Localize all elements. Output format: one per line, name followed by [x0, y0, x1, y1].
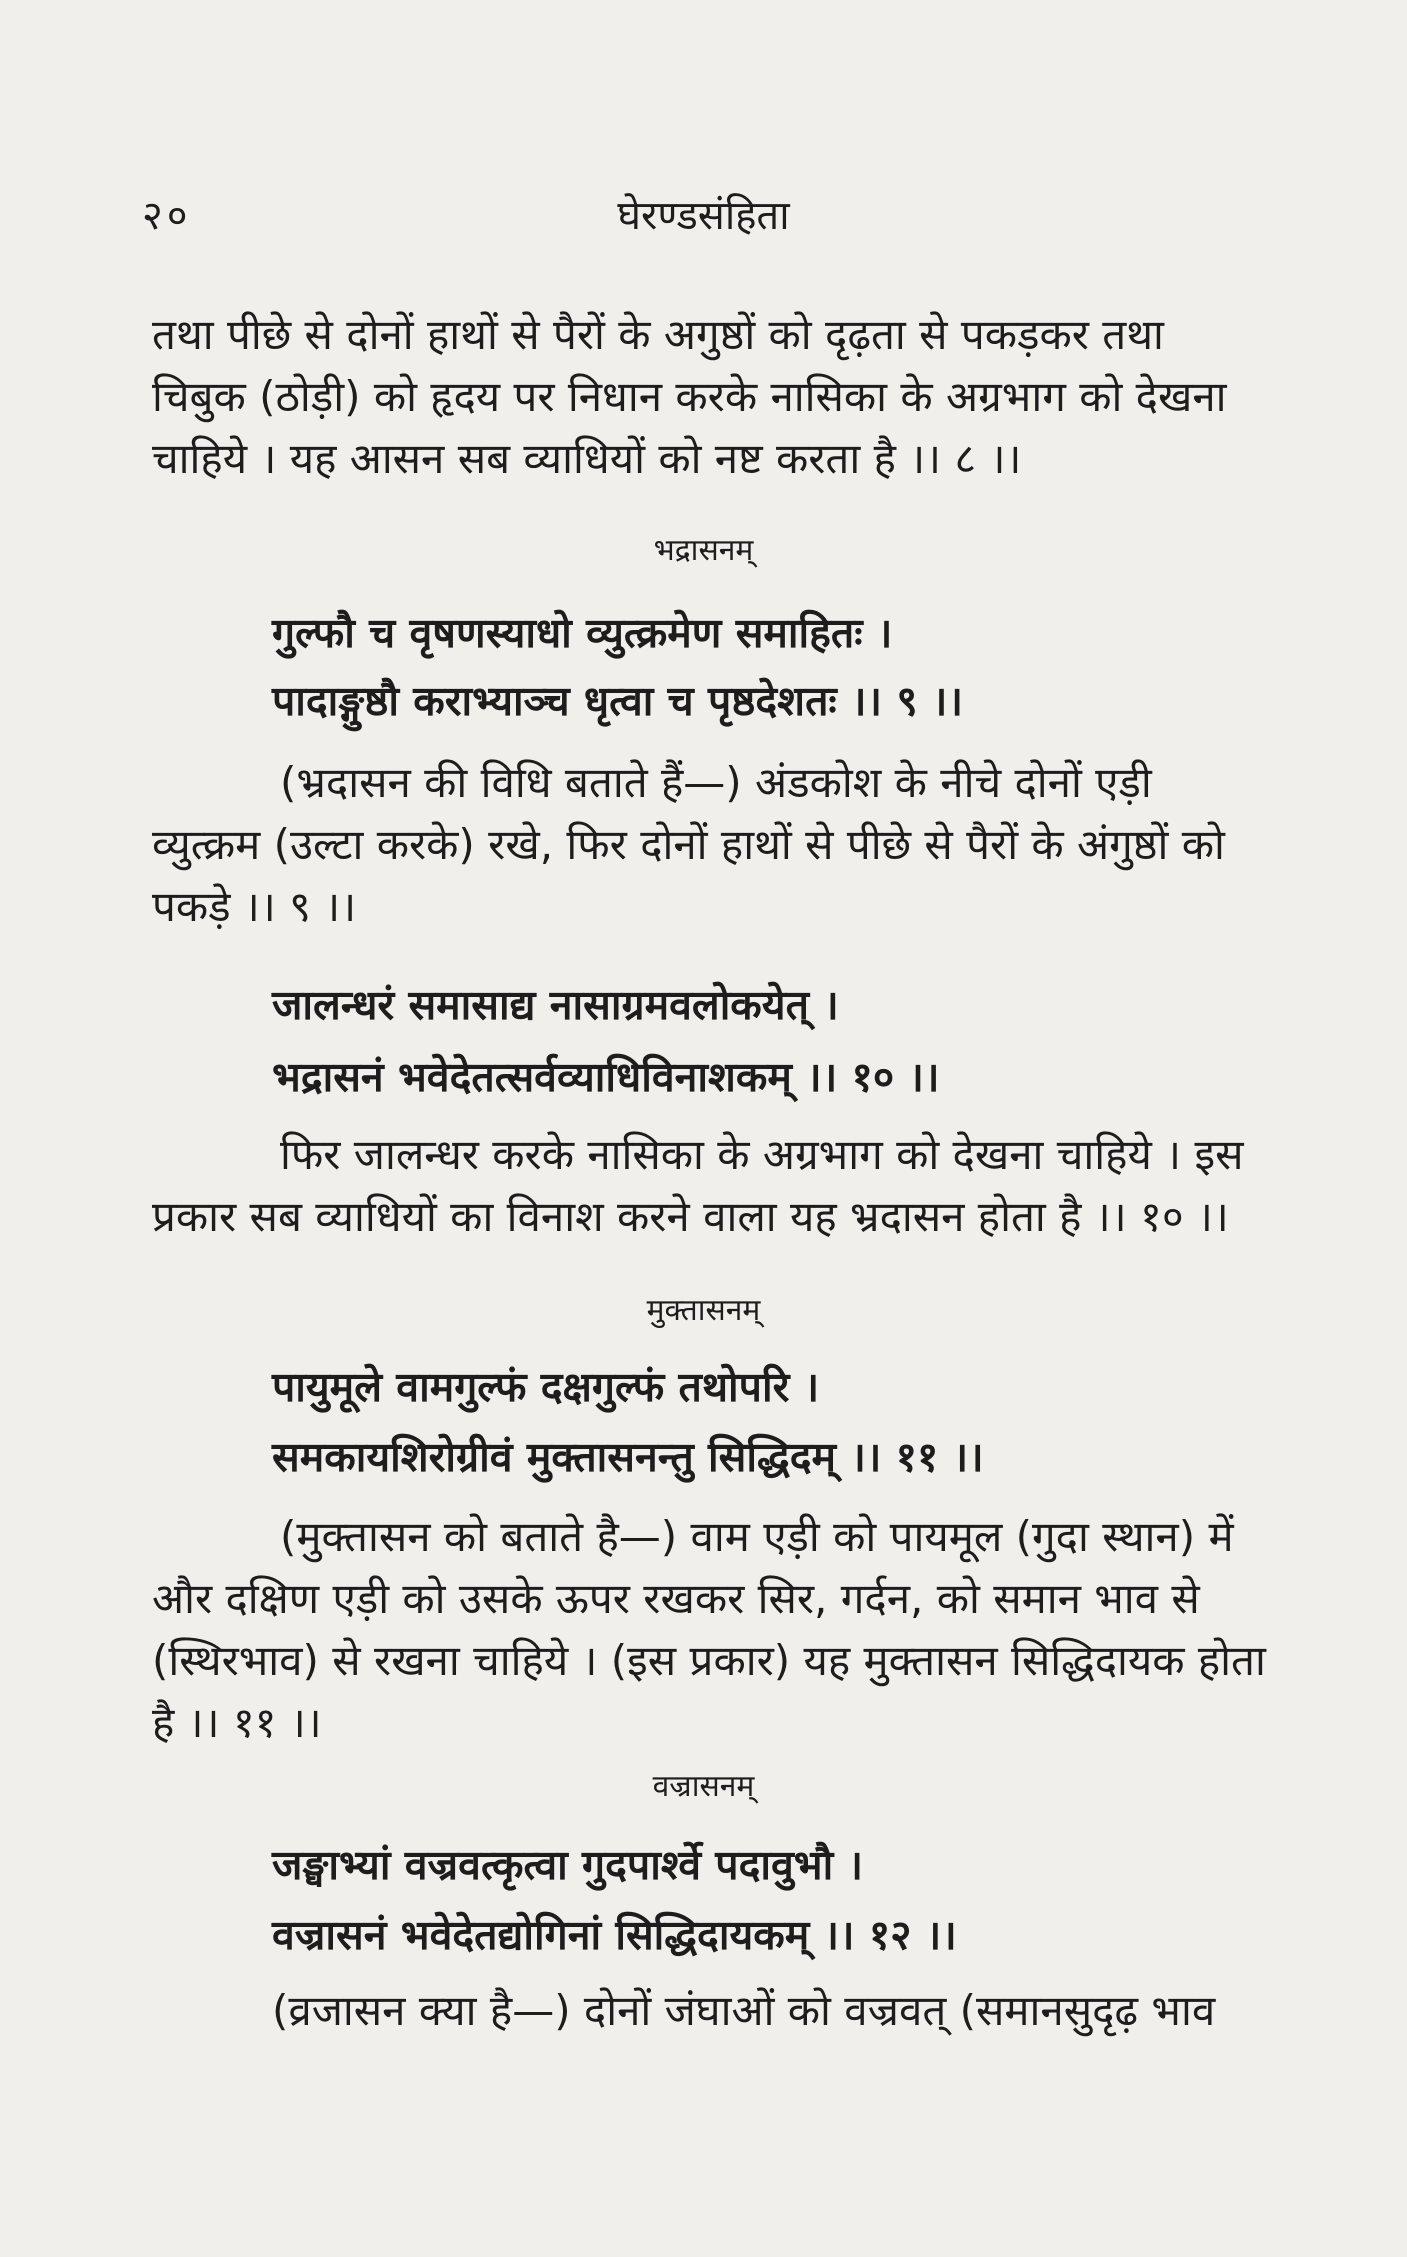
section-heading-muktasana: मुक्तासनम् [646, 1293, 761, 1328]
text-line: है ।। ११ ।। [152, 1698, 322, 1747]
text-line: व्युत्क्रम (उल्टा करके) रखे, फिर दोनों हाथों से पीछे से पैरों के अंगुष्ठों को [152, 820, 1225, 869]
text-line: पकड़े ।। ९ ।। [152, 882, 357, 931]
text-line: (मुक्तासन को बताते है—) वाम एड़ी को पायमूल (गुदा स्थान) में [280, 1512, 1234, 1561]
verse-9-line-1: गुल्फौ च वृषणस्याधो व्युत्क्रमेण समाहितः । [272, 609, 893, 657]
running-title: घेरण्डसंहिता [617, 193, 790, 239]
text-line: (व्रजासन क्या है—) दोनों जंघाओं को वज्रवत् (समानसुदृढ़ भाव [272, 1986, 1216, 2035]
verse-10-line-2: भद्रासनं भवेदेतत्सर्वव्याधिविनाशकम् ।। १० ।। [272, 1053, 940, 1101]
verse-10-line-1: जालन्धरं समासाद्य नासाग्रमवलोकयेत् । [272, 981, 839, 1029]
paragraph-4 [152, 1506, 1352, 1754]
text-line: चाहिये । यह आसन सब व्याधियों को नष्ट करता है ।। ८ ।। [152, 434, 1022, 483]
text-line: (स्थिरभाव) से रखना चाहिये । (इस प्रकार) यह मुक्तासन सिद्धिदायक होता [152, 1636, 1266, 1685]
verse-11-line-2: समकायशिरोग्रीवं मुक्तासनन्तु सिद्धिदम् ।। ११ ।। [272, 1433, 984, 1481]
verse-11-line-1: पायुमूले वामगुल्फं दक्षगुल्फं तथोपरि । [272, 1363, 820, 1411]
section-heading-vajrasana: वज्रासनम् [652, 1769, 755, 1804]
paragraph-5 [152, 1980, 1352, 2042]
text-line: (भ्रदासन की विधि बताते हैं—) अंडकोश के नीचे दोनों एड़ी [280, 758, 1152, 807]
section-heading-bhadrasana: भद्रासनम् [653, 533, 754, 568]
text-line: फिर जालन्धर करके नासिका के अग्रभाग को देखना चाहिये । इस [280, 1130, 1244, 1179]
verse-9-line-2: पादाङ्गुष्ठौ कराभ्याञ्च धृत्वा च पृष्ठदेशतः ।। ९ ।। [272, 677, 964, 725]
page-number: २० [142, 193, 192, 239]
verse-12-line-2: वज्रासनं भवेदेतद्योगिनां सिद्धिदायकम् ।। १२ ।। [272, 1911, 957, 1959]
text-line: और दक्षिण एड़ी को उसके ऊपर रखकर सिर, गर्दन, को समान भाव से [152, 1574, 1200, 1623]
paragraph-1 [152, 304, 1352, 490]
paragraph-2 [152, 752, 1352, 938]
text-line: चिबुक (ठोड़ी) को हृदय पर निधान करके नासिका के अग्रभाग को देखना [152, 372, 1227, 421]
text-line: प्रकार सब व्याधियों का विनाश करने वाला यह भ्रदासन होता है ।। १० ।। [152, 1192, 1229, 1241]
verse-12-line-1: जङ्घाभ्यां वज्रवत्कृत्वा गुदपार्श्वे पदावुभौ । [272, 1841, 864, 1889]
text-line: तथा पीछे से दोनों हाथों से पैरों के अगुष्ठों को दृढ़ता से पकड़कर तथा [152, 310, 1164, 359]
paragraph-3 [152, 1124, 1352, 1248]
